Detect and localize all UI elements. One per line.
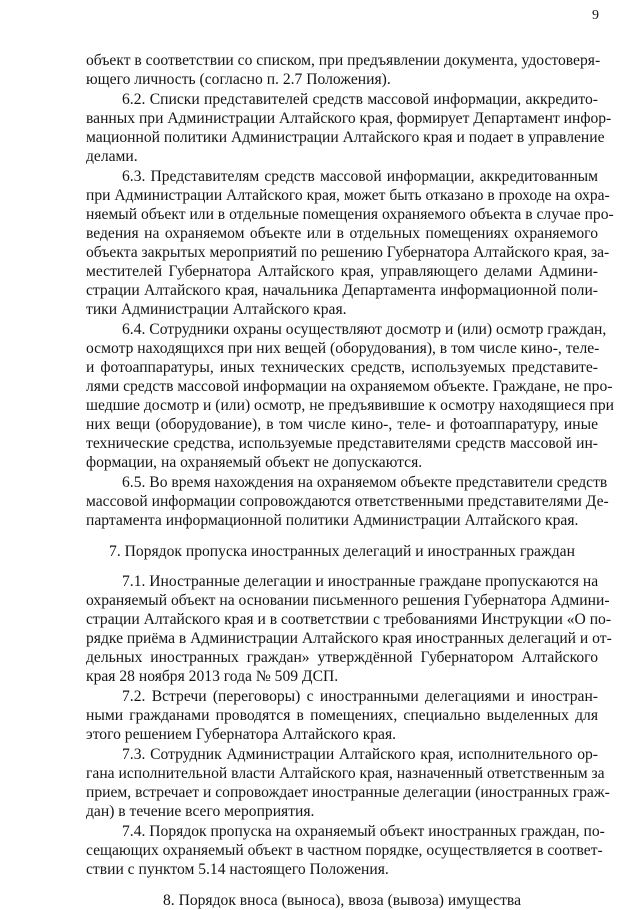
paragraph-6-2-line: мационной политики Администрации Алтайского края и подает в управление <box>86 129 605 146</box>
paragraph-6-4-line: формации, на охраняемый объект не допускаются. <box>86 454 423 471</box>
paragraph-6-5-line: 6.5. Во время нахождения на охраняемом объекте представители средств <box>122 474 608 491</box>
paragraph-7-2-line: ными гражданами проводятся в помещениях, специально выделенных для <box>86 707 598 724</box>
page-number: 9 <box>592 8 599 23</box>
paragraph-7-3-line: 7.3. Сотрудник Администрации Алтайского края, исполнительного ор- <box>122 746 598 763</box>
paragraph-7-4-line: сещающих охраняемый объект в частном порядке, осуществляется в соответ- <box>86 842 603 859</box>
text-line: ющего личность (согласно п. 2.7 Положения). <box>86 71 391 88</box>
paragraph-6-4-line: технические средства, используемые представителями средств массовой ин- <box>86 435 598 452</box>
paragraph-7-2-line: 7.2. Встречи (переговоры) с иностранными делегациями и иностран- <box>122 688 598 705</box>
section-7-heading: 7. Порядок пропуска иностранных делегаций и иностранных граждан <box>109 543 575 560</box>
paragraph-7-1-line: рядке приёма в Администрации Алтайского края иностранных делегаций и от- <box>86 630 612 647</box>
paragraph-6-4-line: шедшие досмотр и (или) осмотр, не предъявившие к осмотру находящиеся при <box>86 397 615 414</box>
paragraph-7-1-line: края 28 ноября 2013 года № 509 ДСП. <box>86 668 339 685</box>
paragraph-6-3-line: няемый объект или в отдельные помещения охраняемого объекта в случае про- <box>86 206 614 223</box>
paragraph-6-2-line: ванных при Администрации Алтайского края, формирует Департамент инфор- <box>86 110 612 127</box>
text-line: объект в соответствии со списком, при предъявлении документа, удостоверя- <box>86 52 601 69</box>
paragraph-6-4-line: 6.4. Сотрудники охраны осуществляют досмотр и (или) осмотр граждан, <box>122 321 607 338</box>
paragraph-6-4-line: них вещи (оборудование), в том числе кино-, теле- и фотоаппаратуру, иные <box>86 416 598 433</box>
paragraph-6-3-line: при Администрации Алтайского края, может быть отказано в проходе на охра- <box>86 187 610 204</box>
paragraph-7-1-line: страции Алтайского края и в соответствии с требованиями Инструкции «О по- <box>86 611 612 628</box>
paragraph-6-4-line: лями средств массовой информации на охраняемом объекте. Граждане, не про- <box>86 378 613 395</box>
paragraph-6-2-line: делами. <box>86 148 138 165</box>
paragraph-7-1-line: охраняемый объект на основании письменного решения Губернатора Админи- <box>86 592 610 609</box>
paragraph-7-4-line: 7.4. Порядок пропуска на охраняемый объект иностранных граждан, по- <box>122 823 605 840</box>
paragraph-6-3-line: местителей Губернатора Алтайского края, управляющего делами Админи- <box>86 263 598 280</box>
paragraph-6-3-line: 6.3. Представителям средств массовой информации, аккредитованным <box>122 168 598 185</box>
paragraph-7-4-line: ствии с пунктом 5.14 настоящего Положения. <box>86 861 389 878</box>
paragraph-6-3-line: тики Администрации Алтайского края. <box>86 301 347 318</box>
paragraph-7-2-line: этого решением Губернатора Алтайского края. <box>86 726 397 743</box>
paragraph-6-2-line: 6.2. Списки представителей средств массовой информации, аккредито- <box>122 91 598 108</box>
paragraph-7-1-line: 7.1. Иностранные делегации и иностранные граждане пропускаются на <box>122 573 599 590</box>
paragraph-6-5-line: массовой информации сопровождаются ответственными представителями Де- <box>86 493 609 510</box>
paragraph-6-4-line: и фотоаппаратуры, иных технических средств, используемых представите- <box>86 359 598 376</box>
section-8-heading: 8. Порядок вноса (выноса), ввоза (вывоза) имущества <box>162 892 522 909</box>
paragraph-6-3-line: ведения на охраняемом объекте или в отдельных помещениях охраняемого <box>86 225 598 242</box>
paragraph-6-4-line: осмотр находящихся при них вещей (оборудования), в том числе кино-, теле- <box>86 340 600 357</box>
paragraph-7-1-line: дельных иностранных граждан» утверждённой Губернатором Алтайского <box>86 649 598 666</box>
paragraph-7-3-line: прием, встречает и сопровождает иностранные делегации (иностранных граж- <box>86 784 610 801</box>
paragraph-7-3-line: гана исполнительной власти Алтайского края, назначенный ответственным за <box>86 765 605 782</box>
paragraph-7-3-line: дан) в течение всего мероприятия. <box>86 803 315 820</box>
paragraph-6-5-line: партамента информационной политики Администрации Алтайского края. <box>86 512 579 529</box>
paragraph-6-3-line: страции Алтайского края, начальника Департамента информационной поли- <box>86 282 598 299</box>
paragraph-6-3-line: объекта закрытых мероприятий по решению Губернатора Алтайского края, за- <box>86 244 610 261</box>
